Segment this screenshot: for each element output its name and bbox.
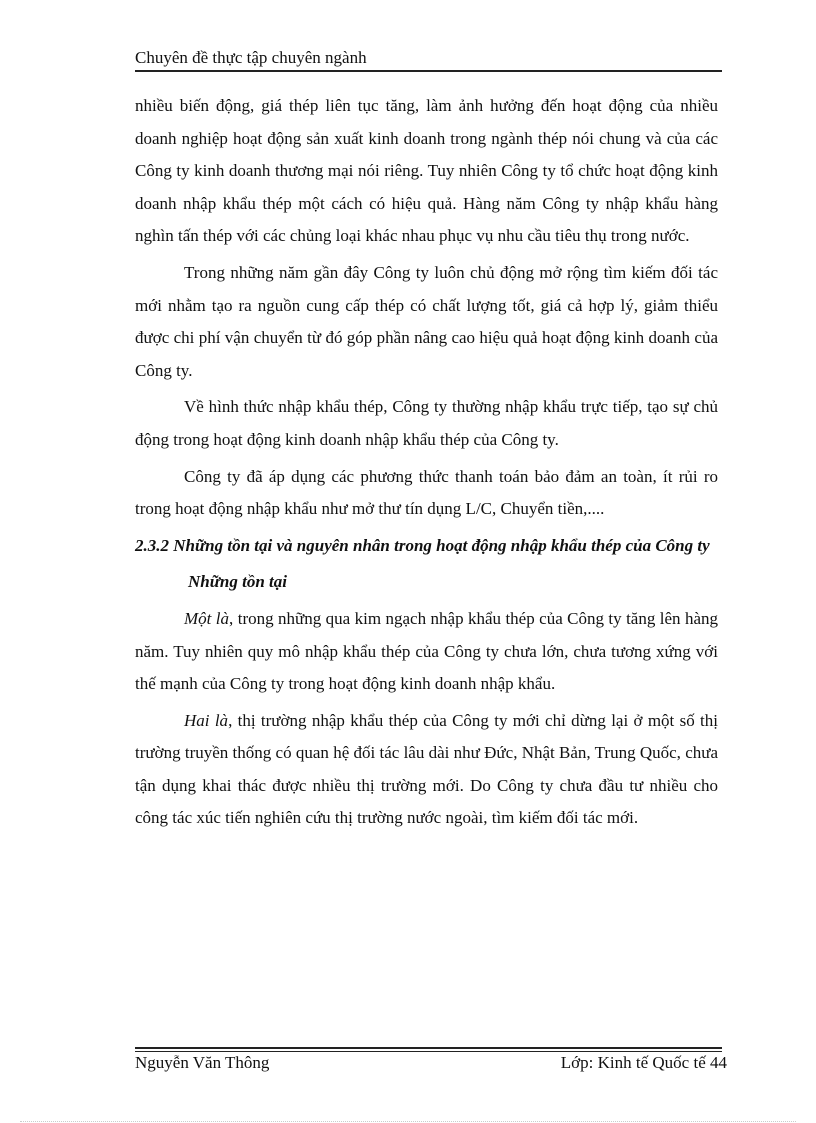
- section-heading: 2.3.2 Những tồn tại và nguyên nhân trong hoạt động nhập khẩu thép của Công ty: [135, 535, 710, 555]
- footer-rule: [135, 1047, 722, 1049]
- page-body: [135, 90, 718, 839]
- page-edge: [20, 1121, 796, 1122]
- item-lead: Hai là: [184, 710, 229, 730]
- item-lead: Một là: [184, 608, 230, 628]
- list-item: [135, 603, 718, 701]
- paragraph: Công ty đã áp dụng các phương thức thanh toán bảo đảm an toàn, ít rủi ro trong hoạt động nhập khẩu như mở thư tín dụng L/C, Chuyển tiền,....: [135, 466, 718, 519]
- item-text: , thị trường nhập khẩu thép của Công ty mới chỉ dừng lại ở một số thị trường truyền thống có quan hệ đối tác lâu dài như Đức, Nhật Bản, Trung Quốc, chưa tận dụng khai thác được nhiều thị trường mới. Do Công ty chưa đầu tư nhiều cho công tác xúc tiến nghiên cứu thị trường nước ngoài, tìm kiếm đối tác mới.: [135, 710, 718, 828]
- page-header-title: Chuyên đề thực tập chuyên ngành: [135, 48, 367, 67]
- footer-rule-thin: [135, 1051, 722, 1052]
- list-item: [135, 705, 718, 835]
- header-rule: [135, 70, 722, 72]
- footer-class: Lớp: Kinh tế Quốc tế 44: [560, 1053, 727, 1072]
- footer-author: Nguyễn Văn Thông: [135, 1053, 270, 1072]
- item-text: , trong những qua kim ngạch nhập khẩu thép của Công ty tăng lên hàng năm. Tuy nhiên quy mô nhập khẩu thép của Công ty chưa lớn, chưa tương xứng với thế mạnh của Công ty trong hoạt động kinh doanh nhập khẩu.: [135, 608, 719, 694]
- paragraph: Trong những năm gần đây Công ty luôn chủ động mở rộng tìm kiếm đối tác mới nhằm tạo ra nguồn cung cấp thép có chất lượng tốt, giá cả hợp lý, giảm thiểu được chi phí vận chuyển từ đó góp phần nâng cao hiệu quả hoạt động kinh doanh của Công ty.: [135, 262, 718, 380]
- paragraph: nhiều biến động, giá thép liên tục tăng, làm ảnh hưởng đến hoạt động của nhiều doanh nghiệp hoạt động sản xuất kinh doanh trong ngành thép nói chung và của các Công ty kinh doanh thương mại nói riêng. Tuy nhiên Công ty tổ chức hoạt động kinh doanh nhập khẩu thép một cách có hiệu quả. Hàng năm Công ty nhập khẩu hàng nghìn tấn thép với các chủng loại khác nhau phục vụ nhu cầu tiêu thụ trong nước.: [135, 96, 718, 246]
- sub-heading: Những tồn tại: [188, 572, 287, 592]
- paragraph: Về hình thức nhập khẩu thép, Công ty thường nhập khẩu trực tiếp, tạo sự chủ động trong hoạt động kinh doanh nhập khẩu thép của Công ty.: [135, 397, 718, 449]
